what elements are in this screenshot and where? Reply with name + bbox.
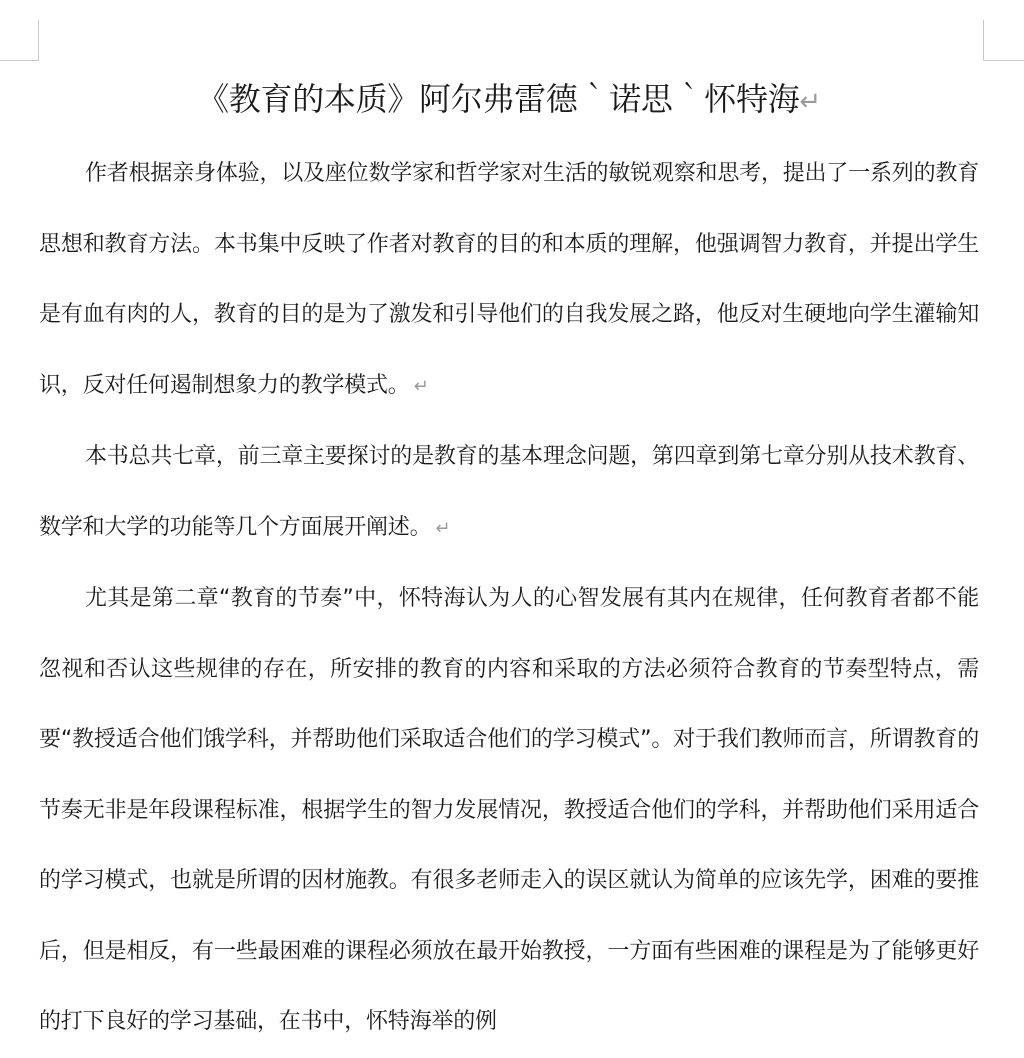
paragraph-1-text: 作者根据亲身体验，以及座位数学家和哲学家对生活的敏锐观察和思考，提出了一系列的教育思想和教育方法。本书集中反映了作者对教育的目的和本质的理解，他强调智力教育，并提出学生是有血有肉的人，教育的目的是为了激发和引导他们的自我发展之路，他反对生硬地向学生灌输知识，反对任何遏制想象力的教学模式。 — [39, 161, 979, 398]
paragraph-3 — [39, 564, 979, 1058]
paragraph-mark-icon: ↵ — [435, 517, 451, 539]
paragraph-mark-icon: ↵ — [799, 87, 821, 117]
paragraph-mark-icon: ↵ — [413, 375, 429, 397]
paragraph-3-text: 尤其是第二章“教育的节奏”中，怀特海认为人的心智发展有其内在规律，任何教育者都不能忽视和否认这些规律的存在，所安排的教育的内容和采取的方法必须符合教育的节奏型特点，需要“教授适合他们饿学科，并帮助他们采取适合他们的学习模式”。对于我们教师而言，所谓教育的节奏无非是年段课程标准，根据学生的智力发展情况，教授适合他们的学科，并帮助他们采用适合的学习模式，也就是所谓的因材施教。有很多老师走入的误区就认为简单的应该先学，困难的要推后，但是相反，有一些最困难的课程必须放在最开始教授，一方面有些困难的课程是为了能够更好的打下良好的学习基础，在书中，怀特海举的例 — [39, 586, 979, 1034]
paragraph-1 — [39, 139, 979, 422]
document-title — [39, 74, 979, 127]
page-corner-mark-top-right — [983, 20, 1024, 61]
document-title-text: 《教育的本质》阿尔弗雷德｀诺思｀怀特海 — [197, 80, 800, 118]
paragraph-2 — [39, 422, 979, 564]
document-body[interactable] — [39, 74, 979, 1058]
paragraph-2-text: 本书总共七章，前三章主要探讨的是教育的基本理念问题，第四章到第七章分别从技术教育、数学和大学的功能等几个方面展开阐述。 — [39, 444, 979, 540]
page-corner-mark-top-left — [0, 20, 39, 61]
